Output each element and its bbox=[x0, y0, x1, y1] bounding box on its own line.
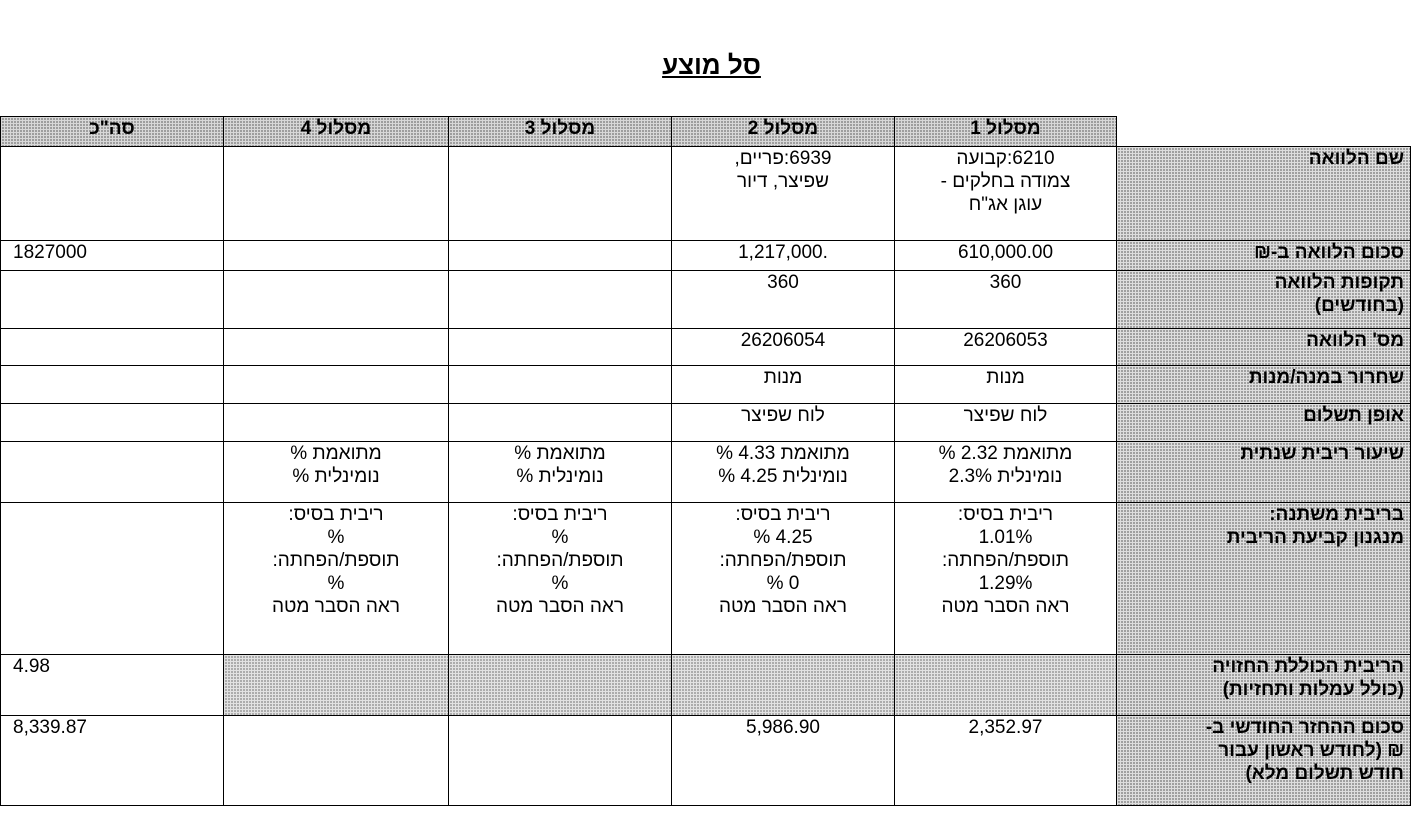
label-line: תקופות הלוואה bbox=[1274, 272, 1404, 293]
row-label-release: שחרור במנה/מנות bbox=[1117, 366, 1411, 404]
payment-method-total bbox=[1, 404, 224, 442]
variable-rate-track-4 bbox=[224, 503, 449, 655]
row-loan-name bbox=[1, 147, 1411, 241]
loan-period-track-3 bbox=[449, 271, 672, 329]
payment-method-track-4 bbox=[224, 404, 449, 442]
payment-method-track-3 bbox=[449, 404, 672, 442]
cell-line: ריבית בסיס: bbox=[957, 504, 1054, 525]
release-track-3 bbox=[449, 366, 672, 404]
cell-line: מתואמת 2.32 % bbox=[938, 443, 1073, 464]
cell-line: % bbox=[551, 573, 569, 594]
annual-rate-track-1 bbox=[895, 442, 1117, 503]
cell-line: שפיצר, דיור bbox=[736, 171, 829, 192]
loan-number-track-4 bbox=[224, 329, 449, 366]
cell-line: ראה הסבר מטה bbox=[718, 596, 847, 617]
row-variable-rate bbox=[1, 503, 1411, 655]
monthly-payment-track-2: 5,986.90 bbox=[672, 716, 895, 806]
cell-line: צמודה בחלקים - bbox=[940, 171, 1071, 192]
cell-line: 1.01% bbox=[978, 527, 1033, 548]
cell-line: ריבית בסיס: bbox=[512, 504, 608, 525]
payment-method-track-2: לוח שפיצר bbox=[672, 404, 895, 442]
row-release bbox=[1, 366, 1411, 404]
label-line: הריבית הכוללת החזויה bbox=[1212, 656, 1404, 677]
monthly-payment-track-4 bbox=[224, 716, 449, 806]
loan-amount-total: 1827000 bbox=[1, 241, 224, 271]
cell-line: % bbox=[551, 527, 569, 548]
expected-rate-track-2 bbox=[672, 655, 895, 716]
row-label-expected-rate bbox=[1117, 655, 1411, 716]
expected-rate-track-4 bbox=[224, 655, 449, 716]
header-track-1: מסלול 1 bbox=[895, 117, 1117, 147]
cell-line: נומינלית % bbox=[292, 466, 380, 487]
loan-name-track-3 bbox=[449, 147, 672, 241]
cell-line: נומינלית % bbox=[516, 466, 604, 487]
loan-name-track-4 bbox=[224, 147, 449, 241]
cell-line: ראה הסבר מטה bbox=[941, 596, 1070, 617]
row-expected-rate bbox=[1, 655, 1411, 716]
cell-line: 6939:פריים, bbox=[734, 148, 832, 169]
label-line: סכום ההחזר החודשי ב- bbox=[1205, 717, 1404, 738]
annual-rate-track-2 bbox=[672, 442, 895, 503]
cell-line: 1.29% bbox=[978, 573, 1033, 594]
cell-line: ראה הסבר מטה bbox=[495, 596, 624, 617]
row-label-loan-number: מס' הלוואה bbox=[1117, 329, 1411, 366]
variable-rate-total bbox=[1, 503, 224, 655]
loan-number-track-2: 26206054 bbox=[672, 329, 895, 366]
row-loan-period bbox=[1, 271, 1411, 329]
cell-line: 4.25 % bbox=[753, 527, 813, 548]
payment-method-track-1: לוח שפיצר bbox=[895, 404, 1117, 442]
cell-line: נומינלית 4.25 % bbox=[718, 466, 848, 487]
label-line: (כולל עמלות ותחזיות) bbox=[1222, 679, 1404, 700]
cell-line: תוספת/הפחתה: bbox=[272, 550, 400, 571]
release-track-1: מנות bbox=[895, 366, 1117, 404]
annual-rate-total bbox=[1, 442, 224, 503]
row-monthly-payment bbox=[1, 716, 1411, 806]
row-payment-method bbox=[1, 404, 1411, 442]
cell-line: מתואמת 4.33 % bbox=[716, 443, 850, 464]
row-label-monthly-payment bbox=[1117, 716, 1411, 806]
label-line: בריבית משתנה: bbox=[1269, 504, 1404, 525]
release-track-4 bbox=[224, 366, 449, 404]
loan-amount-track-3 bbox=[449, 241, 672, 271]
loan-number-track-3 bbox=[449, 329, 672, 366]
release-total bbox=[1, 366, 224, 404]
monthly-payment-track-1: 2,352.97 bbox=[895, 716, 1117, 806]
row-label-payment-method: אופן תשלום bbox=[1117, 404, 1411, 442]
label-line: מנגנון קביעת הריבית bbox=[1226, 527, 1404, 548]
cell-line: תוספת/הפחתה: bbox=[942, 550, 1069, 571]
monthly-payment-total: 8,339.87 bbox=[1, 716, 224, 806]
cell-line: ריבית בסיס: bbox=[288, 504, 384, 525]
header-row bbox=[1, 117, 1411, 147]
cell-line: מתואמת % bbox=[290, 443, 382, 464]
expected-rate-total: 4.98 bbox=[1, 655, 224, 716]
loan-period-track-1: 360 bbox=[895, 271, 1117, 329]
cell-line: נומינלית 2.3% bbox=[948, 466, 1063, 487]
annual-rate-track-3 bbox=[449, 442, 672, 503]
header-track-2: מסלול 2 bbox=[672, 117, 895, 147]
cell-line: % bbox=[327, 527, 345, 548]
cell-line: % bbox=[327, 573, 345, 594]
label-line: ₪ (לחודש ראשון עבור bbox=[1218, 740, 1404, 761]
label-line: חודש תשלום מלא) bbox=[1245, 763, 1404, 784]
row-label-variable-rate bbox=[1117, 503, 1411, 655]
loan-name-total bbox=[1, 147, 224, 241]
loan-number-total bbox=[1, 329, 224, 366]
cell-line: עוגן אג"ח bbox=[968, 194, 1043, 215]
loan-amount-track-4 bbox=[224, 241, 449, 271]
row-label-annual-rate: שיעור ריבית שנתית bbox=[1117, 442, 1411, 503]
row-loan-amount bbox=[1, 241, 1411, 271]
cell-line: תוספת/הפחתה: bbox=[719, 550, 847, 571]
row-loan-number bbox=[1, 329, 1411, 366]
cell-line: תוספת/הפחתה: bbox=[496, 550, 624, 571]
loan-amount-track-1: 610,000.00 bbox=[895, 241, 1117, 271]
header-corner bbox=[1117, 117, 1411, 147]
variable-rate-track-3 bbox=[449, 503, 672, 655]
cell-line: ראה הסבר מטה bbox=[271, 596, 400, 617]
annual-rate-track-4 bbox=[224, 442, 449, 503]
row-label-loan-period bbox=[1117, 271, 1411, 329]
header-track-4: מסלול 4 bbox=[224, 117, 449, 147]
loan-amount-track-2: .1,217,000 bbox=[672, 241, 895, 271]
expected-rate-track-1 bbox=[895, 655, 1117, 716]
variable-rate-track-1 bbox=[895, 503, 1117, 655]
expected-rate-track-3 bbox=[449, 655, 672, 716]
cell-line: ריבית בסיס: bbox=[735, 504, 831, 525]
loan-name-track-2 bbox=[672, 147, 895, 241]
header-track-3: מסלול 3 bbox=[449, 117, 672, 147]
cell-line: 0 % bbox=[766, 573, 800, 594]
row-annual-rate bbox=[1, 442, 1411, 503]
header-total: סה"כ bbox=[1, 117, 224, 147]
cell-line: 6210:קבועה bbox=[956, 148, 1055, 169]
loan-name-track-1 bbox=[895, 147, 1117, 241]
loan-number-track-1: 26206053 bbox=[895, 329, 1117, 366]
loan-period-total bbox=[1, 271, 224, 329]
loan-period-track-4 bbox=[224, 271, 449, 329]
row-label-loan-name: שם הלוואה bbox=[1117, 147, 1411, 241]
loan-comparison-table bbox=[0, 116, 1411, 806]
page-title: סל מוצע bbox=[662, 50, 761, 80]
monthly-payment-track-3 bbox=[449, 716, 672, 806]
variable-rate-track-2 bbox=[672, 503, 895, 655]
loan-period-track-2: 360 bbox=[672, 271, 895, 329]
cell-line: מתואמת % bbox=[514, 443, 606, 464]
release-track-2: מנות bbox=[672, 366, 895, 404]
row-label-loan-amount: סכום הלוואה ב-₪ bbox=[1117, 241, 1411, 271]
label-line: (בחודשים) bbox=[1314, 295, 1404, 316]
